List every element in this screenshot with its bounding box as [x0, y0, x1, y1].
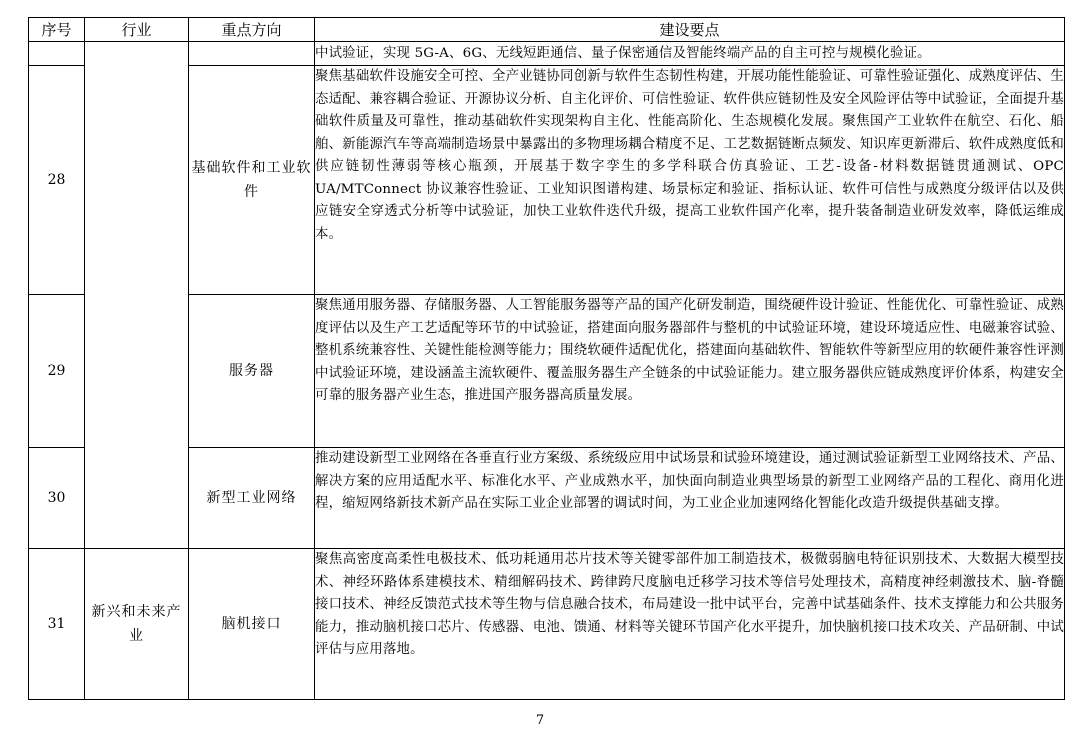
row-points [315, 549, 1065, 700]
row-seq [29, 42, 85, 66]
row-seq: 29 [29, 295, 85, 448]
header-seq: 序号 [29, 18, 85, 42]
row-direction: 新型工业网络 [189, 448, 315, 549]
header-points: 建设要点 [315, 18, 1065, 42]
row-points-text: 聚焦通用服务器、存储服务器、人工智能服务器等产品的国产化研发制造，围绕硬件设计验证、性能优化、可靠性验证、成熟度评估以及生产工艺适配等环节的中试验证，搭建面向服务器部件与整机的中试验证环境，建设环境适应性、电磁兼容试验、整机系统兼容性、关键性能检测等能力；围绕软硬件适配优化，搭建面向基础软件、智能软件等新型应用的软硬件兼容性评测中试验证环境，建设涵盖主流软硬件、覆盖服务器生产全链条的中试验证能力。建立服务器供应链成熟度评价体系，构建安全可靠的服务器产业生态，推进国产服务器高质量发展。 [315, 298, 1064, 403]
row-industry [85, 42, 189, 549]
table-row [29, 549, 1065, 700]
row-points-text: 中试验证，实现 5G-A、6G、无线短距通信、量子保密通信及智能终端产品的自主可控与规模化验证。 [315, 46, 931, 61]
row-direction: 服务器 [189, 295, 315, 448]
header-direction: 重点方向 [189, 18, 315, 42]
row-points [315, 42, 1065, 66]
row-direction: 脑机接口 [189, 549, 315, 700]
row-points-text: 聚焦高密度高柔性电极技术、低功耗通用芯片技术等关键零部件加工制造技术，极微弱脑电特征识别技术、大数据大模型技术、神经环路体系建模技术、精细解码技术、跨律跨尺度脑电迁移学习技术等信号处理技术，高精度神经刺激技术、脑-脊髓接口技术、神经反馈范式技术等生物与信息融合技术，布局建设一批中试平台，完善中试基础条件、技术支撑能力和公共服务能力，推动脑机接口芯片、传感器、电池、馈通、材料等关键环节国产化水平提升，加快脑机接口技术攻关、产品研制、中试评估与应用落地。 [315, 552, 1064, 657]
key-points-table [28, 17, 1065, 700]
row-points-text: 聚焦基础软件设施安全可控、全产业链协同创新与软件生态韧性构建，开展功能性能验证、可靠性验证强化、成熟度评估、生态适配、兼容耦合验证、开源协议分析、自主化评价、可信性验证、软件供应链韧性及安全风险评估等中试验证，全面提升基础软件质量及可靠性，推动基础软件实现架构自主化、性能高阶化、生态规模化发展。聚焦国产工业软件在航空、石化、船舶、新能源汽车等高端制造场景中暴露出的多物理场耦合精度不足、工艺数据链断点频发、知识库更新滞后、软件成熟度低和供应链韧性薄弱等核心瓶颈，开展基于数字孪生的多学科联合仿真验证、工艺-设备-材料数据链贯通测试、OPC UA/MTConnect 协议兼容性验证、工业知识图谱构建、场景标定和验证、指标认证、软件可信性与成熟度分级评估以及供应链安全穿透式分析等中试验证，加快工业软件迭代升级，提高工业软件国产化率，提升装备制造业研发效率，降低运维成本。 [315, 69, 1064, 242]
table-row [29, 42, 1065, 66]
row-seq: 31 [29, 549, 85, 700]
row-seq: 30 [29, 448, 85, 549]
row-direction [189, 42, 315, 66]
row-points [315, 66, 1065, 295]
row-points [315, 295, 1065, 448]
row-direction: 基础软件和工业软件 [189, 66, 315, 295]
row-industry: 新兴和未来产业 [85, 549, 189, 700]
row-points [315, 448, 1065, 549]
row-seq: 28 [29, 66, 85, 295]
row-points-text: 推动建设新型工业网络在各垂直行业方案级、系统级应用中试场景和试验环境建设，通过测试验证新型工业网络技术、产品、解决方案的应用适配水平、标准化水平、产业成熟水平，加快面向制造业典型场景的新型工业网络产品的工程化、商用化进程，缩短网络新技术新产品在实际工业企业部署的调试时间，为工业企业加速网络化智能化改造升级提供基础支撑。 [315, 451, 1064, 511]
header-industry: 行业 [85, 18, 189, 42]
page-number: 7 [535, 713, 545, 728]
table-header-row [29, 18, 1065, 42]
